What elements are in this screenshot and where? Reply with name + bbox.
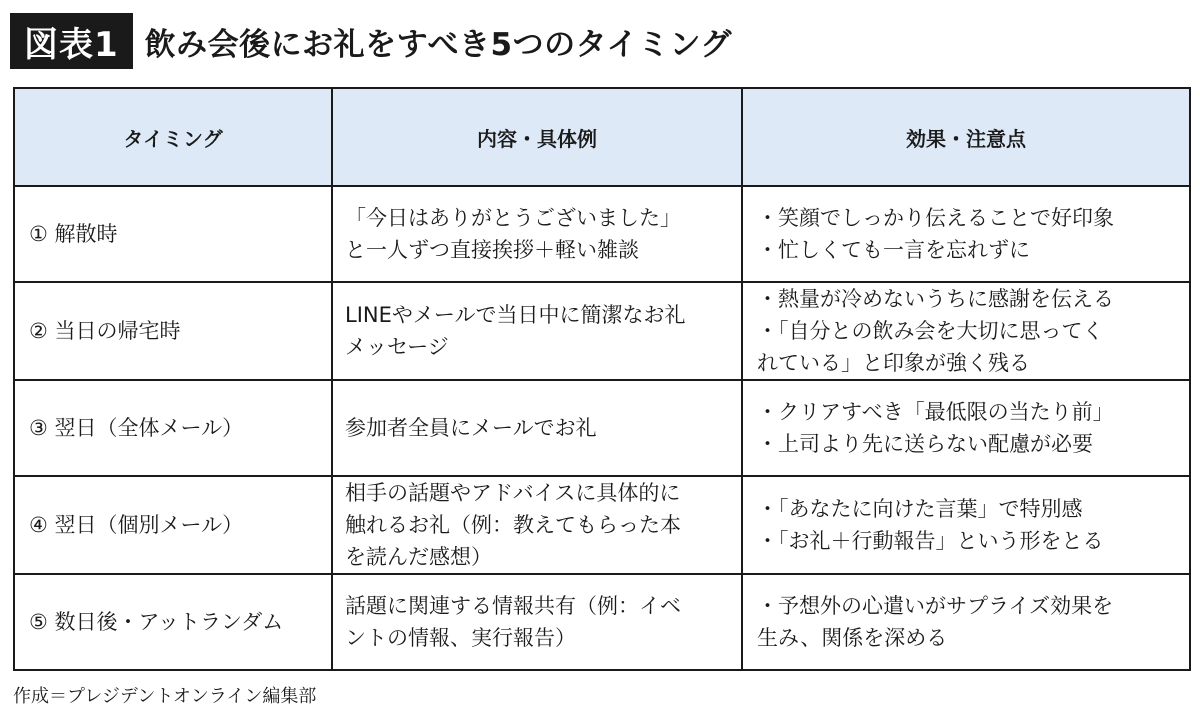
content-line: 触れるお礼（例：教えてもらった本 — [345, 513, 681, 537]
table-header-row — [14, 88, 1190, 186]
effect-cell — [742, 380, 1190, 476]
content-cell — [332, 476, 742, 574]
figure-title: 飲み会後にお礼をすべき5つのタイミング — [144, 26, 732, 63]
column-header-timing: タイミング — [14, 88, 332, 186]
content-line: メッセージ — [345, 335, 449, 359]
timing-cell: ① 解散時 — [14, 186, 332, 282]
timing-table — [13, 87, 1191, 671]
figure-badge: 図表1 — [10, 13, 133, 69]
content-line: 参加者全員にメールでお礼 — [345, 416, 597, 440]
effect-line: ・クリアすべき「最低限の当たり前」 — [757, 400, 1114, 424]
timing-cell: ③ 翌日（全体メール） — [14, 380, 332, 476]
effect-line: ・笑顔でしっかり伝えることで好印象 — [757, 206, 1114, 230]
figure-header — [10, 10, 732, 72]
content-line: 話題に関連する情報共有（例：イベ — [345, 594, 681, 618]
table-row — [14, 380, 1190, 476]
effect-cell — [742, 574, 1190, 670]
content-line: LINEやメールで当日中に簡潔なお礼 — [345, 303, 686, 327]
table-row — [14, 476, 1190, 574]
effect-line: ・「あなたに向けた言葉」で特別感 — [757, 497, 1083, 521]
table-row — [14, 186, 1190, 282]
content-cell — [332, 282, 742, 380]
effect-line: ・「自分との飲み会を大切に思ってく — [757, 319, 1104, 343]
effect-line: ・「お礼＋行動報告」という形をとる — [757, 529, 1104, 553]
table-row — [14, 282, 1190, 380]
content-line: 相手の話題やアドバイスに具体的に — [345, 481, 681, 505]
content-line: ントの情報、実行報告） — [345, 626, 576, 650]
effect-line: ・上司より先に送らない配慮が必要 — [757, 432, 1093, 456]
effect-line: ・予想外の心遣いがサプライズ効果を — [757, 594, 1114, 618]
content-line: を読んだ感想） — [345, 545, 492, 569]
effect-cell — [742, 476, 1190, 574]
effect-line: ・忙しくても一言を忘れずに — [757, 238, 1030, 262]
timing-cell: ④ 翌日（個別メール） — [14, 476, 332, 574]
effect-line: れている」と印象が強く残る — [757, 351, 1030, 375]
column-header-content: 内容・具体例 — [332, 88, 742, 186]
column-header-effect: 効果・注意点 — [742, 88, 1190, 186]
table-row — [14, 574, 1190, 670]
effect-cell — [742, 186, 1190, 282]
effect-line: 生み、関係を深める — [757, 626, 948, 650]
timing-cell: ⑤ 数日後・アットランダム — [14, 574, 332, 670]
source-credit: 作成＝プレジデントオンライン編集部 — [13, 686, 317, 707]
timing-cell: ② 当日の帰宅時 — [14, 282, 332, 380]
content-cell — [332, 380, 742, 476]
content-line: 「今日はありがとうございました」 — [345, 206, 681, 230]
content-line: と一人ずつ直接挨拶＋軽い雑談 — [345, 238, 639, 262]
content-cell — [332, 186, 742, 282]
effect-line: ・熱量が冷めないうちに感謝を伝える — [757, 287, 1114, 311]
content-cell — [332, 574, 742, 670]
effect-cell — [742, 282, 1190, 380]
